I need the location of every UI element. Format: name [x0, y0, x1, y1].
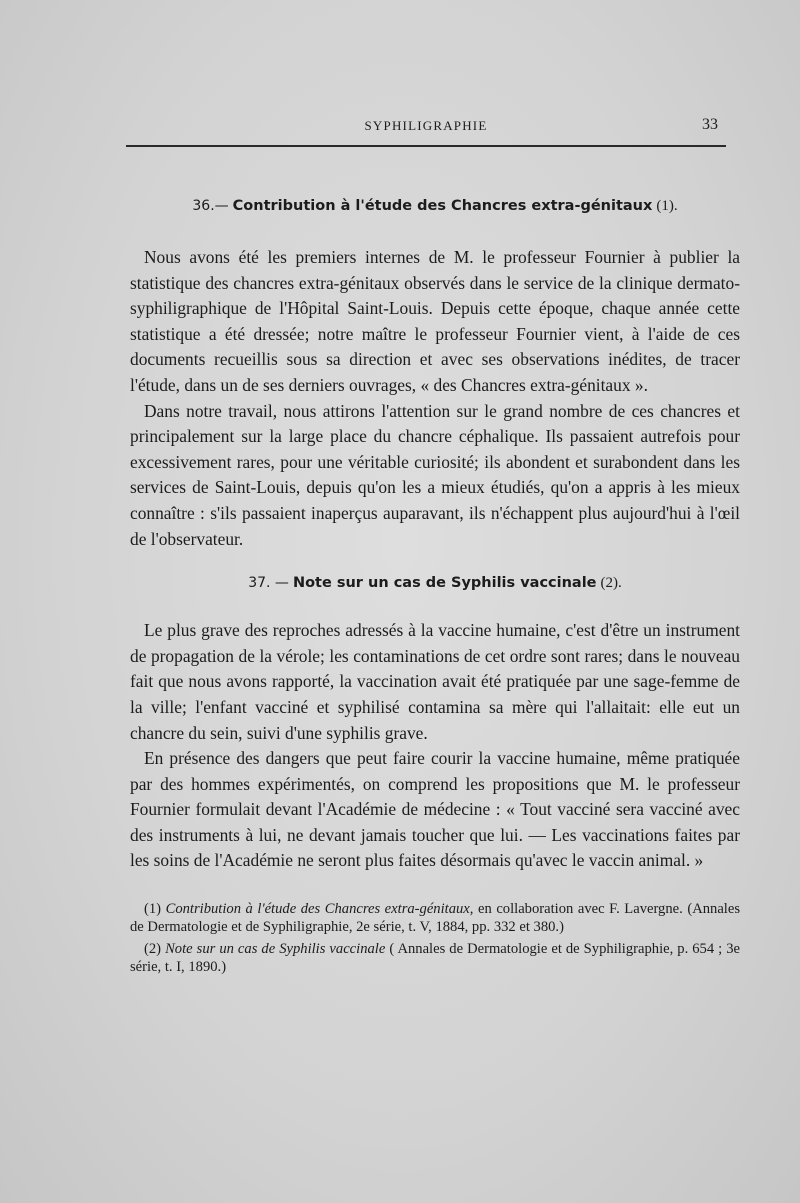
section-36-heading [130, 197, 740, 215]
running-head-title: SYPHILIGRAPHIE [364, 118, 488, 133]
footnote-title: Note sur un cas de Syphilis vaccinale [165, 941, 386, 958]
footnotes [130, 900, 740, 976]
page-number: 33 [702, 116, 718, 133]
footnote-marker: (1) [144, 901, 162, 918]
section-37-paragraph: En présence des dangers que peut faire courir la vaccine humaine, même pratiquée par des hommes expérimentés, on comprend les propositions que M. le professeur Fournier formulait devant l'Académie de médecine : « Tout vacciné sera vacciné avec des instruments à lui, ne devant jamais toucher que lui. — Les vaccinations faites par les soins de l'Académie ne seront plus faites désormais qu'avec le vaccin animal. » [130, 748, 740, 871]
footnote [130, 940, 740, 976]
section-37-title: Note sur un cas de Syphilis vaccinale [292, 575, 597, 592]
section-36-note-ref: (1). [656, 198, 678, 214]
section-37-paragraph: Le plus grave des reproches adressés à la vaccine humaine, c'est d'être un instrument de propagation de la vérole; les contaminations de cet ordre sont rares; dans le nouveau fait que nous avons rapporté, la vaccination avait été pratiquée par une sage-femme de la ville; l'enfant vacciné et syphilisé contamina sa mère qui l'allaitait: elle eut un chancre du sein, suivi d'une syphilis grave. [130, 620, 740, 743]
section-37-heading [130, 574, 740, 592]
section-36-paragraph: Nous avons été les premiers internes de M. le professeur Fournier à publier la statistique des chancres extra-génitaux observés dans le service de la clinique dermato-syphiligraphique de l'Hôpital Saint-Louis. Depuis cette époque, chaque année cette statistique a été dressée; notre maître le professeur Fournier vient, à l'aide de ces documents recueillis sous sa direction et avec ses observations inédites, de tracer l'étude, dans un de ses derniers ouvrages, « des Chancres extra-génitaux ». [130, 247, 740, 395]
page-body [130, 192, 740, 980]
footnote-text: en collaboration avec F. Lavergne. (Annales de Dermatologie et de Syphiligraphie, 2e série, t. V, 1884, pp. 332 et 380.) [130, 901, 741, 936]
footnote-title: Contribution à l'étude des Chancres extra-génitaux, [165, 901, 474, 918]
section-37-number: 37. — [248, 575, 289, 592]
header-rule [126, 145, 726, 147]
footnote-text: ( Annales de Dermatologie et de Syphiligraphie, p. 654 ; 3e série, t. I, 1890.) [130, 941, 741, 976]
section-36-paragraph: Dans notre travail, nous attirons l'attention sur le grand nombre de ces chancres et principalement sur la large place du chancre céphalique. Ils passaient autrefois pour excessivement rares, pour une véritable curiosité; ils abondent et surabondent dans les services de Saint-Louis, depuis qu'on les a mieux étudiés, qu'on a appris à les mieux connaître : s'ils passaient inaperçus auparavant, ils n'échappent plus aujourd'hui à l'œil de l'observateur. [130, 400, 740, 549]
section-36-number: 36.— [192, 198, 229, 214]
footnote-marker: (2) [144, 941, 162, 958]
footnote [130, 900, 740, 936]
running-head [128, 116, 724, 138]
section-36-title: Contribution à l'étude des Chancres extra-génitaux [232, 198, 653, 214]
section-37-note-ref: (2). [600, 575, 622, 592]
